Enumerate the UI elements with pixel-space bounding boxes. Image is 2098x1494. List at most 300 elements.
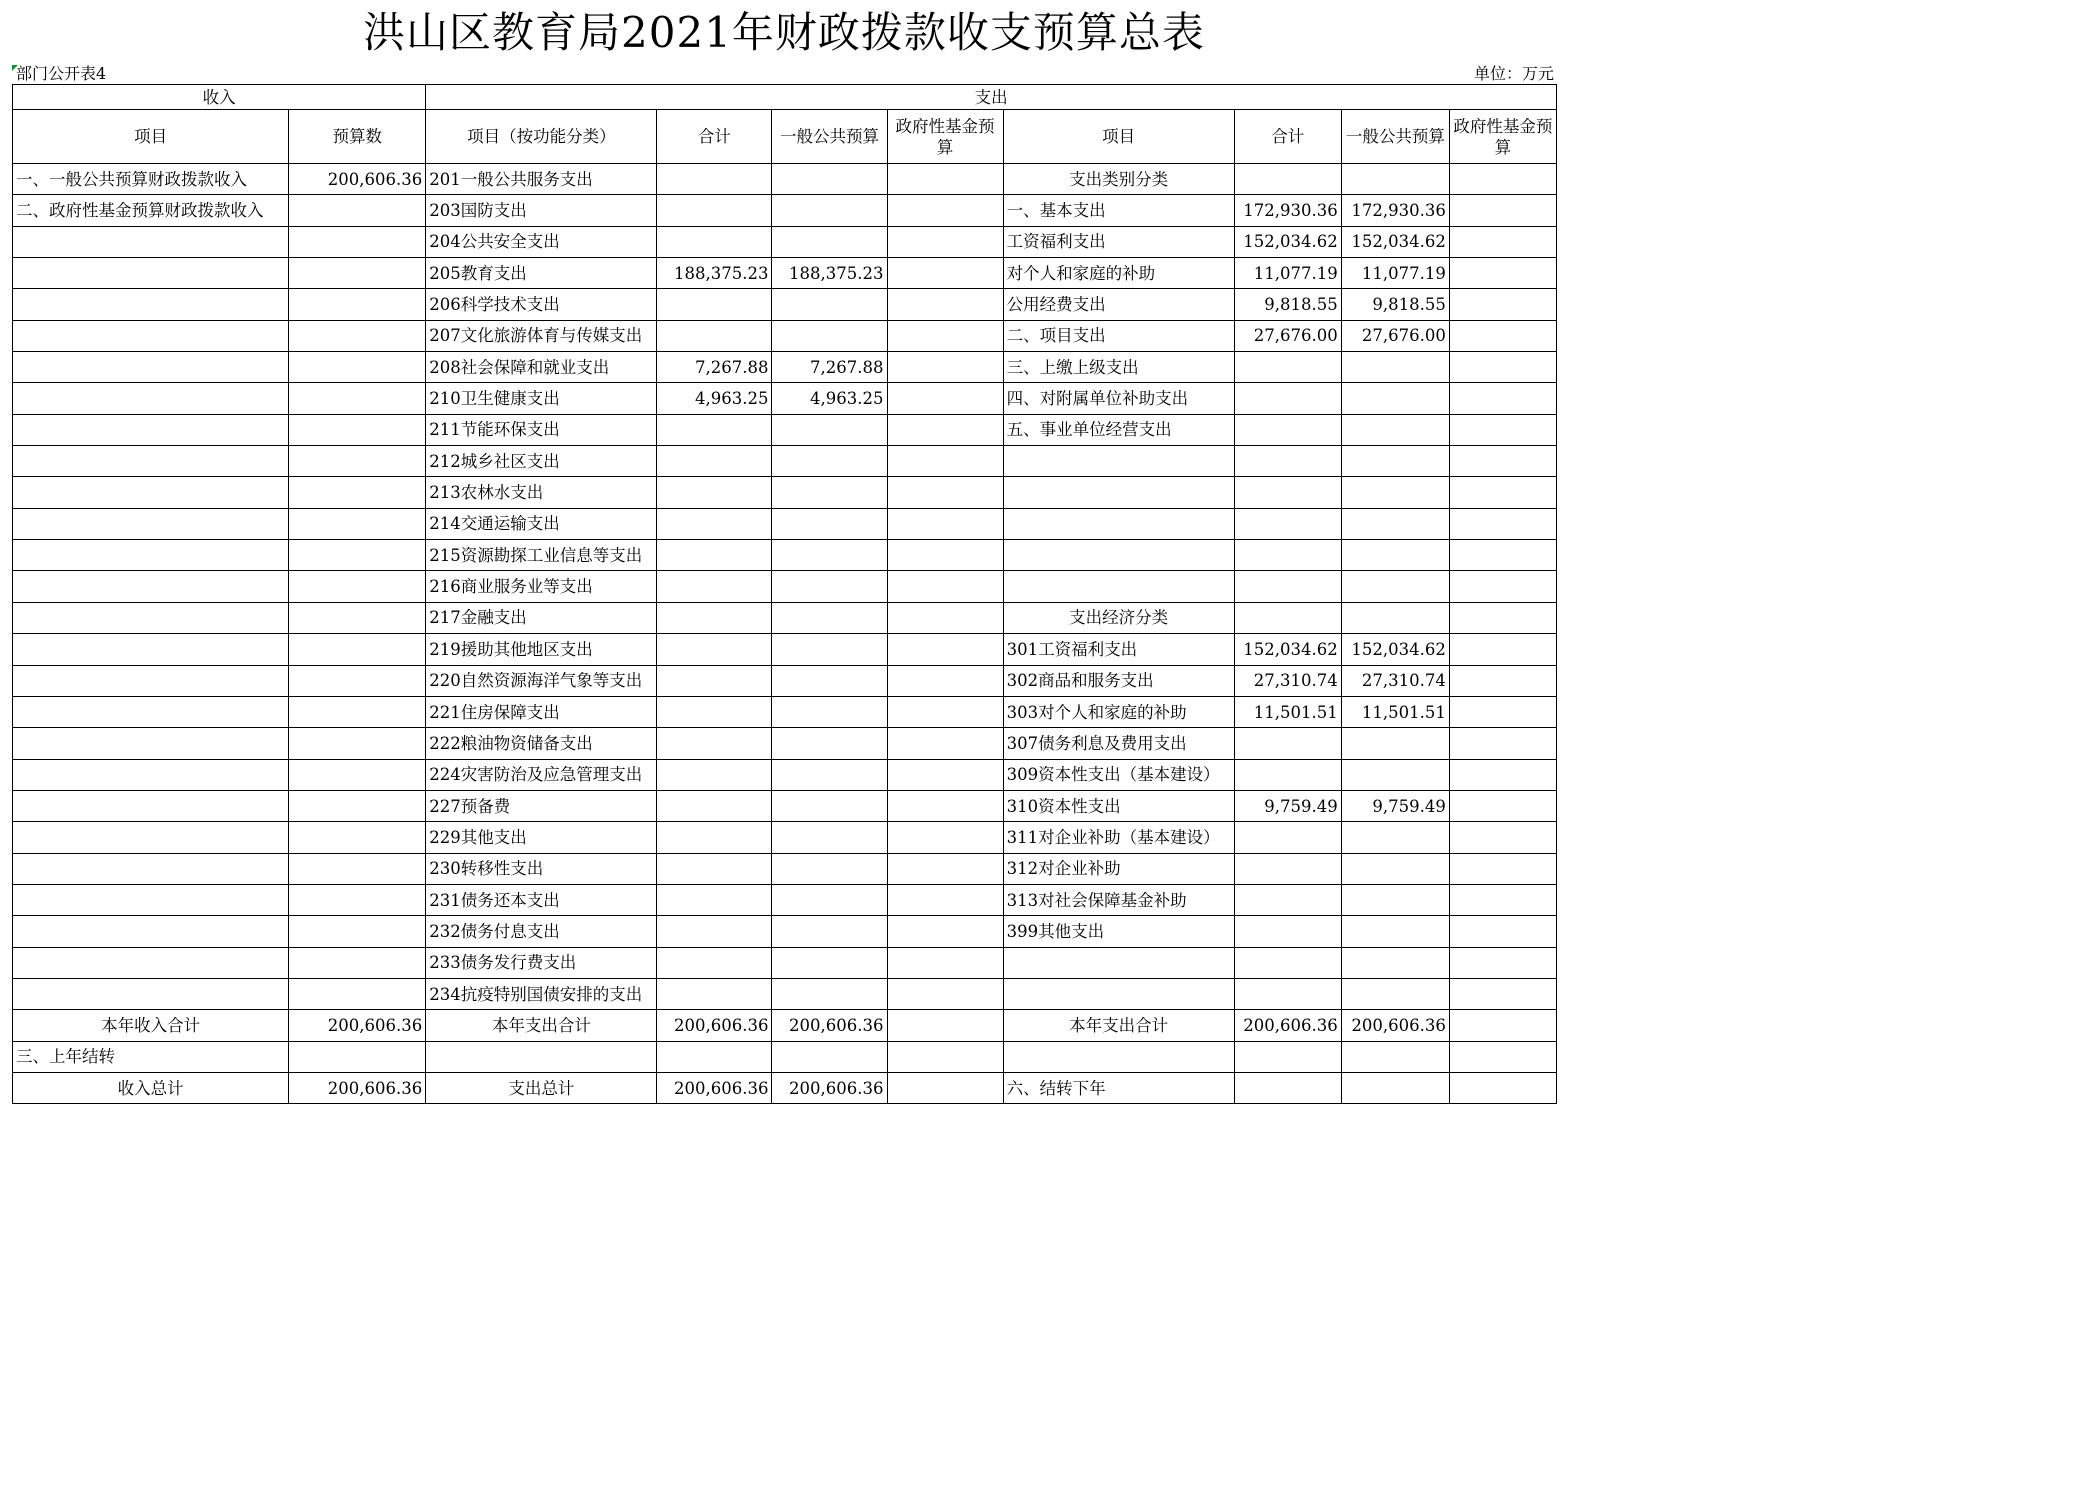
category-general-cell bbox=[1341, 947, 1449, 978]
income-item-cell bbox=[13, 540, 289, 571]
category-item-cell: 303对个人和家庭的补助 bbox=[1003, 696, 1234, 727]
income-item-cell bbox=[13, 414, 289, 445]
function-item-cell: 232债务付息支出 bbox=[426, 916, 657, 947]
category-fund-cell bbox=[1449, 540, 1556, 571]
table-row bbox=[13, 790, 1557, 821]
column-header: 项目（按功能分类） bbox=[426, 110, 657, 164]
function-fund-cell bbox=[887, 728, 1003, 759]
category-total-cell bbox=[1234, 822, 1341, 853]
income-budget-cell bbox=[289, 258, 426, 289]
category-item-cell: 313对社会保障基金补助 bbox=[1003, 884, 1234, 915]
category-item-cell bbox=[1003, 508, 1234, 539]
column-header: 政府性基金预算 bbox=[887, 110, 1003, 164]
table-row bbox=[13, 884, 1557, 915]
function-fund-cell bbox=[887, 947, 1003, 978]
function-fund-cell bbox=[887, 1072, 1003, 1103]
function-general-cell bbox=[772, 414, 887, 445]
function-total-cell bbox=[657, 1041, 772, 1072]
income-budget-cell bbox=[289, 383, 426, 414]
function-general-cell bbox=[772, 226, 887, 257]
function-item-cell: 222粮油物资储备支出 bbox=[426, 728, 657, 759]
function-total-cell: 4,963.25 bbox=[657, 383, 772, 414]
function-item-cell: 208社会保障和就业支出 bbox=[426, 352, 657, 383]
table-row bbox=[13, 728, 1557, 759]
category-total-cell bbox=[1234, 571, 1341, 602]
function-general-cell bbox=[772, 540, 887, 571]
category-total-cell bbox=[1234, 1072, 1341, 1103]
function-general-cell bbox=[772, 728, 887, 759]
category-item-cell: 五、事业单位经营支出 bbox=[1003, 414, 1234, 445]
table-row bbox=[13, 164, 1557, 195]
income-item-cell bbox=[13, 759, 289, 790]
income-item-cell bbox=[13, 822, 289, 853]
function-general-cell bbox=[772, 853, 887, 884]
function-general-cell bbox=[772, 602, 887, 633]
function-fund-cell bbox=[887, 696, 1003, 727]
category-total-cell bbox=[1234, 728, 1341, 759]
function-fund-cell bbox=[887, 383, 1003, 414]
table-row bbox=[13, 916, 1557, 947]
income-budget-cell bbox=[289, 320, 426, 351]
category-item-cell bbox=[1003, 1041, 1234, 1072]
function-total-cell bbox=[657, 696, 772, 727]
column-header: 合计 bbox=[657, 110, 772, 164]
category-item-cell: 301工资福利支出 bbox=[1003, 634, 1234, 665]
function-total-cell bbox=[657, 884, 772, 915]
category-general-cell: 9,759.49 bbox=[1341, 790, 1449, 821]
income-item-cell bbox=[13, 508, 289, 539]
table-row bbox=[13, 1041, 1557, 1072]
category-item-cell: 一、基本支出 bbox=[1003, 195, 1234, 226]
income-item-cell: 二、政府性基金预算财政拨款收入 bbox=[13, 195, 289, 226]
category-general-cell bbox=[1341, 759, 1449, 790]
category-fund-cell bbox=[1449, 1041, 1556, 1072]
function-item-cell: 211节能环保支出 bbox=[426, 414, 657, 445]
category-general-cell: 172,930.36 bbox=[1341, 195, 1449, 226]
function-fund-cell bbox=[887, 320, 1003, 351]
function-general-cell bbox=[772, 634, 887, 665]
category-fund-cell bbox=[1449, 916, 1556, 947]
category-general-cell bbox=[1341, 978, 1449, 1009]
function-item-cell: 206科学技术支出 bbox=[426, 289, 657, 320]
category-total-cell bbox=[1234, 446, 1341, 477]
function-total-cell bbox=[657, 602, 772, 633]
category-total-cell bbox=[1234, 383, 1341, 414]
function-general-cell bbox=[772, 947, 887, 978]
table-row bbox=[13, 978, 1557, 1009]
income-item-cell bbox=[13, 978, 289, 1009]
table-row bbox=[13, 602, 1557, 633]
income-item-cell bbox=[13, 696, 289, 727]
function-total-cell bbox=[657, 978, 772, 1009]
category-total-cell bbox=[1234, 540, 1341, 571]
function-total-cell bbox=[657, 947, 772, 978]
function-fund-cell bbox=[887, 1041, 1003, 1072]
category-item-cell: 公用经费支出 bbox=[1003, 289, 1234, 320]
function-total-cell bbox=[657, 164, 772, 195]
function-general-cell: 200,606.36 bbox=[772, 1010, 887, 1041]
category-general-cell bbox=[1341, 164, 1449, 195]
category-total-cell bbox=[1234, 352, 1341, 383]
category-fund-cell bbox=[1449, 226, 1556, 257]
column-header: 合计 bbox=[1234, 110, 1341, 164]
function-fund-cell bbox=[887, 884, 1003, 915]
category-item-cell: 311对企业补助（基本建设） bbox=[1003, 822, 1234, 853]
function-fund-cell bbox=[887, 164, 1003, 195]
category-fund-cell bbox=[1449, 884, 1556, 915]
function-total-cell bbox=[657, 853, 772, 884]
category-fund-cell bbox=[1449, 477, 1556, 508]
table-row bbox=[13, 759, 1557, 790]
income-item-cell bbox=[13, 289, 289, 320]
function-general-cell bbox=[772, 195, 887, 226]
income-budget-cell bbox=[289, 916, 426, 947]
table-row bbox=[13, 352, 1557, 383]
function-item-cell: 212城乡社区支出 bbox=[426, 446, 657, 477]
function-fund-cell bbox=[887, 477, 1003, 508]
function-general-cell bbox=[772, 289, 887, 320]
category-total-cell: 9,759.49 bbox=[1234, 790, 1341, 821]
function-item-cell: 213农林水支出 bbox=[426, 477, 657, 508]
income-item-cell bbox=[13, 602, 289, 633]
income-item-cell bbox=[13, 728, 289, 759]
function-fund-cell bbox=[887, 352, 1003, 383]
income-item-cell bbox=[13, 665, 289, 696]
table-row bbox=[13, 947, 1557, 978]
column-header: 一般公共预算 bbox=[1341, 110, 1449, 164]
function-general-cell bbox=[772, 508, 887, 539]
function-general-cell: 7,267.88 bbox=[772, 352, 887, 383]
category-general-cell: 152,034.62 bbox=[1341, 226, 1449, 257]
income-item-cell: 收入总计 bbox=[13, 1072, 289, 1103]
table-row bbox=[13, 258, 1557, 289]
category-fund-cell bbox=[1449, 602, 1556, 633]
function-fund-cell bbox=[887, 571, 1003, 602]
function-total-cell bbox=[657, 571, 772, 602]
category-fund-cell bbox=[1449, 759, 1556, 790]
income-item-cell bbox=[13, 571, 289, 602]
function-general-cell bbox=[772, 822, 887, 853]
category-general-cell: 9,818.55 bbox=[1341, 289, 1449, 320]
category-item-cell bbox=[1003, 540, 1234, 571]
income-budget-cell bbox=[289, 540, 426, 571]
function-item-cell bbox=[426, 1041, 657, 1072]
category-total-cell: 152,034.62 bbox=[1234, 634, 1341, 665]
function-general-cell bbox=[772, 790, 887, 821]
function-general-cell bbox=[772, 884, 887, 915]
function-item-cell: 214交通运输支出 bbox=[426, 508, 657, 539]
income-item-cell: 三、上年结转 bbox=[13, 1041, 289, 1072]
category-total-cell bbox=[1234, 853, 1341, 884]
function-item-cell: 219援助其他地区支出 bbox=[426, 634, 657, 665]
income-item-cell bbox=[13, 258, 289, 289]
income-budget-cell bbox=[289, 634, 426, 665]
category-fund-cell bbox=[1449, 1010, 1556, 1041]
category-fund-cell bbox=[1449, 696, 1556, 727]
category-item-cell: 工资福利支出 bbox=[1003, 226, 1234, 257]
category-total-cell: 200,606.36 bbox=[1234, 1010, 1341, 1041]
function-general-cell bbox=[772, 665, 887, 696]
column-header: 一般公共预算 bbox=[772, 110, 887, 164]
function-item-cell: 210卫生健康支出 bbox=[426, 383, 657, 414]
category-item-cell: 本年支出合计 bbox=[1003, 1010, 1234, 1041]
category-total-cell bbox=[1234, 1041, 1341, 1072]
income-item-cell: 一、一般公共预算财政拨款收入 bbox=[13, 164, 289, 195]
category-item-cell: 307债务利息及费用支出 bbox=[1003, 728, 1234, 759]
category-general-cell bbox=[1341, 602, 1449, 633]
function-total-cell bbox=[657, 665, 772, 696]
category-item-cell bbox=[1003, 571, 1234, 602]
table-row bbox=[13, 320, 1557, 351]
category-item-cell: 三、上缴上级支出 bbox=[1003, 352, 1234, 383]
function-total-cell bbox=[657, 477, 772, 508]
table-row bbox=[13, 634, 1557, 665]
income-budget-cell bbox=[289, 884, 426, 915]
category-item-cell: 312对企业补助 bbox=[1003, 853, 1234, 884]
function-fund-cell bbox=[887, 1010, 1003, 1041]
category-total-cell: 152,034.62 bbox=[1234, 226, 1341, 257]
income-budget-cell: 200,606.36 bbox=[289, 1072, 426, 1103]
function-fund-cell bbox=[887, 195, 1003, 226]
category-general-cell bbox=[1341, 414, 1449, 445]
table-row bbox=[13, 1072, 1557, 1103]
function-general-cell bbox=[772, 571, 887, 602]
function-general-cell bbox=[772, 759, 887, 790]
column-header: 政府性基金预算 bbox=[1449, 110, 1556, 164]
category-general-cell bbox=[1341, 352, 1449, 383]
category-total-cell: 11,077.19 bbox=[1234, 258, 1341, 289]
function-general-cell bbox=[772, 1041, 887, 1072]
category-total-cell: 27,310.74 bbox=[1234, 665, 1341, 696]
income-budget-cell bbox=[289, 571, 426, 602]
table-row bbox=[13, 696, 1557, 727]
function-item-cell: 207文化旅游体育与传媒支出 bbox=[426, 320, 657, 351]
group-header-row bbox=[13, 85, 1557, 110]
function-general-cell bbox=[772, 164, 887, 195]
category-fund-cell bbox=[1449, 289, 1556, 320]
function-item-cell: 230转移性支出 bbox=[426, 853, 657, 884]
unit-label: 单位：万元 bbox=[1473, 64, 1554, 83]
income-item-cell bbox=[13, 383, 289, 414]
category-general-cell: 11,501.51 bbox=[1341, 696, 1449, 727]
category-item-cell: 309资本性支出（基本建设） bbox=[1003, 759, 1234, 790]
category-general-cell bbox=[1341, 884, 1449, 915]
income-item-cell bbox=[13, 853, 289, 884]
category-total-cell bbox=[1234, 164, 1341, 195]
function-total-cell bbox=[657, 414, 772, 445]
table-row bbox=[13, 477, 1557, 508]
function-general-cell bbox=[772, 446, 887, 477]
income-budget-cell bbox=[289, 665, 426, 696]
income-item-cell bbox=[13, 226, 289, 257]
category-fund-cell bbox=[1449, 164, 1556, 195]
category-total-cell bbox=[1234, 978, 1341, 1009]
function-fund-cell bbox=[887, 759, 1003, 790]
function-item-cell: 224灾害防治及应急管理支出 bbox=[426, 759, 657, 790]
function-general-cell bbox=[772, 320, 887, 351]
function-item-cell: 本年支出合计 bbox=[426, 1010, 657, 1041]
function-item-cell: 227预备费 bbox=[426, 790, 657, 821]
category-item-cell: 对个人和家庭的补助 bbox=[1003, 258, 1234, 289]
function-item-cell: 217金融支出 bbox=[426, 602, 657, 633]
income-budget-cell bbox=[289, 352, 426, 383]
income-budget-cell bbox=[289, 414, 426, 445]
table-row bbox=[13, 195, 1557, 226]
income-budget-cell bbox=[289, 477, 426, 508]
income-budget-cell bbox=[289, 508, 426, 539]
function-fund-cell bbox=[887, 665, 1003, 696]
category-item-cell: 四、对附属单位补助支出 bbox=[1003, 383, 1234, 414]
category-item-cell: 399其他支出 bbox=[1003, 916, 1234, 947]
category-general-cell bbox=[1341, 1041, 1449, 1072]
category-item-cell bbox=[1003, 477, 1234, 508]
function-total-cell bbox=[657, 759, 772, 790]
category-fund-cell bbox=[1449, 728, 1556, 759]
income-group-header: 收入 bbox=[13, 85, 426, 110]
income-budget-cell bbox=[289, 728, 426, 759]
table-row bbox=[13, 853, 1557, 884]
table-row bbox=[13, 226, 1557, 257]
function-total-cell: 188,375.23 bbox=[657, 258, 772, 289]
category-item-cell bbox=[1003, 978, 1234, 1009]
category-item-cell bbox=[1003, 446, 1234, 477]
function-total-cell bbox=[657, 289, 772, 320]
category-fund-cell bbox=[1449, 665, 1556, 696]
category-fund-cell bbox=[1449, 790, 1556, 821]
category-fund-cell bbox=[1449, 352, 1556, 383]
function-fund-cell bbox=[887, 446, 1003, 477]
income-budget-cell bbox=[289, 759, 426, 790]
income-item-cell bbox=[13, 477, 289, 508]
function-item-cell: 231债务还本支出 bbox=[426, 884, 657, 915]
income-budget-cell bbox=[289, 226, 426, 257]
category-general-cell bbox=[1341, 853, 1449, 884]
category-item-cell bbox=[1003, 947, 1234, 978]
income-budget-cell: 200,606.36 bbox=[289, 1010, 426, 1041]
function-total-cell bbox=[657, 790, 772, 821]
function-item-cell: 221住房保障支出 bbox=[426, 696, 657, 727]
category-general-cell: 27,676.00 bbox=[1341, 320, 1449, 351]
income-budget-cell bbox=[289, 602, 426, 633]
category-total-cell bbox=[1234, 414, 1341, 445]
category-general-cell bbox=[1341, 540, 1449, 571]
table-row bbox=[13, 822, 1557, 853]
category-fund-cell bbox=[1449, 822, 1556, 853]
category-general-cell bbox=[1341, 571, 1449, 602]
function-general-cell bbox=[772, 978, 887, 1009]
category-general-cell: 200,606.36 bbox=[1341, 1010, 1449, 1041]
category-item-cell: 二、项目支出 bbox=[1003, 320, 1234, 351]
function-general-cell: 4,963.25 bbox=[772, 383, 887, 414]
income-budget-cell bbox=[289, 853, 426, 884]
income-item-cell bbox=[13, 947, 289, 978]
category-fund-cell bbox=[1449, 947, 1556, 978]
function-general-cell bbox=[772, 916, 887, 947]
function-total-cell: 7,267.88 bbox=[657, 352, 772, 383]
income-budget-cell bbox=[289, 696, 426, 727]
category-total-cell bbox=[1234, 759, 1341, 790]
function-item-cell: 229其他支出 bbox=[426, 822, 657, 853]
category-item-cell: 302商品和服务支出 bbox=[1003, 665, 1234, 696]
function-total-cell bbox=[657, 822, 772, 853]
category-general-cell bbox=[1341, 728, 1449, 759]
income-item-cell bbox=[13, 884, 289, 915]
function-fund-cell bbox=[887, 790, 1003, 821]
income-budget-cell bbox=[289, 822, 426, 853]
function-total-cell bbox=[657, 226, 772, 257]
category-general-cell: 27,310.74 bbox=[1341, 665, 1449, 696]
function-total-cell bbox=[657, 446, 772, 477]
function-fund-cell bbox=[887, 602, 1003, 633]
function-item-cell: 205教育支出 bbox=[426, 258, 657, 289]
column-header: 项目 bbox=[13, 110, 289, 164]
function-fund-cell bbox=[887, 226, 1003, 257]
income-budget-cell bbox=[289, 446, 426, 477]
function-fund-cell bbox=[887, 289, 1003, 320]
function-fund-cell bbox=[887, 258, 1003, 289]
function-item-cell: 220自然资源海洋气象等支出 bbox=[426, 665, 657, 696]
category-total-cell bbox=[1234, 916, 1341, 947]
function-total-cell bbox=[657, 916, 772, 947]
function-total-cell bbox=[657, 195, 772, 226]
category-general-cell bbox=[1341, 508, 1449, 539]
category-total-cell bbox=[1234, 884, 1341, 915]
category-fund-cell bbox=[1449, 320, 1556, 351]
function-fund-cell bbox=[887, 634, 1003, 665]
table-row bbox=[13, 665, 1557, 696]
table-subheader bbox=[12, 64, 1556, 84]
category-general-cell bbox=[1341, 1072, 1449, 1103]
table-row bbox=[13, 383, 1557, 414]
table-row bbox=[13, 508, 1557, 539]
function-total-cell bbox=[657, 540, 772, 571]
category-total-cell bbox=[1234, 947, 1341, 978]
function-total-cell bbox=[657, 508, 772, 539]
income-item-cell bbox=[13, 352, 289, 383]
table-row bbox=[13, 414, 1557, 445]
category-fund-cell bbox=[1449, 383, 1556, 414]
function-item-cell: 203国防支出 bbox=[426, 195, 657, 226]
column-header: 项目 bbox=[1003, 110, 1234, 164]
function-item-cell: 216商业服务业等支出 bbox=[426, 571, 657, 602]
category-general-cell bbox=[1341, 383, 1449, 414]
function-fund-cell bbox=[887, 540, 1003, 571]
category-general-cell bbox=[1341, 822, 1449, 853]
category-general-cell bbox=[1341, 916, 1449, 947]
income-budget-cell: 200,606.36 bbox=[289, 164, 426, 195]
column-header: 预算数 bbox=[289, 110, 426, 164]
function-general-cell: 188,375.23 bbox=[772, 258, 887, 289]
category-total-cell: 172,930.36 bbox=[1234, 195, 1341, 226]
income-item-cell bbox=[13, 916, 289, 947]
expense-group-header: 支出 bbox=[426, 85, 1557, 110]
category-fund-cell bbox=[1449, 508, 1556, 539]
category-total-cell: 11,501.51 bbox=[1234, 696, 1341, 727]
function-fund-cell bbox=[887, 508, 1003, 539]
category-item-cell: 支出类别分类 bbox=[1003, 164, 1234, 195]
income-item-cell bbox=[13, 320, 289, 351]
income-item-cell: 本年收入合计 bbox=[13, 1010, 289, 1041]
income-item-cell bbox=[13, 634, 289, 665]
function-item-cell: 204公共安全支出 bbox=[426, 226, 657, 257]
category-general-cell bbox=[1341, 477, 1449, 508]
category-fund-cell bbox=[1449, 634, 1556, 665]
category-total-cell bbox=[1234, 508, 1341, 539]
category-fund-cell bbox=[1449, 414, 1556, 445]
category-general-cell: 11,077.19 bbox=[1341, 258, 1449, 289]
table-row bbox=[13, 289, 1557, 320]
column-header-row bbox=[13, 110, 1557, 164]
